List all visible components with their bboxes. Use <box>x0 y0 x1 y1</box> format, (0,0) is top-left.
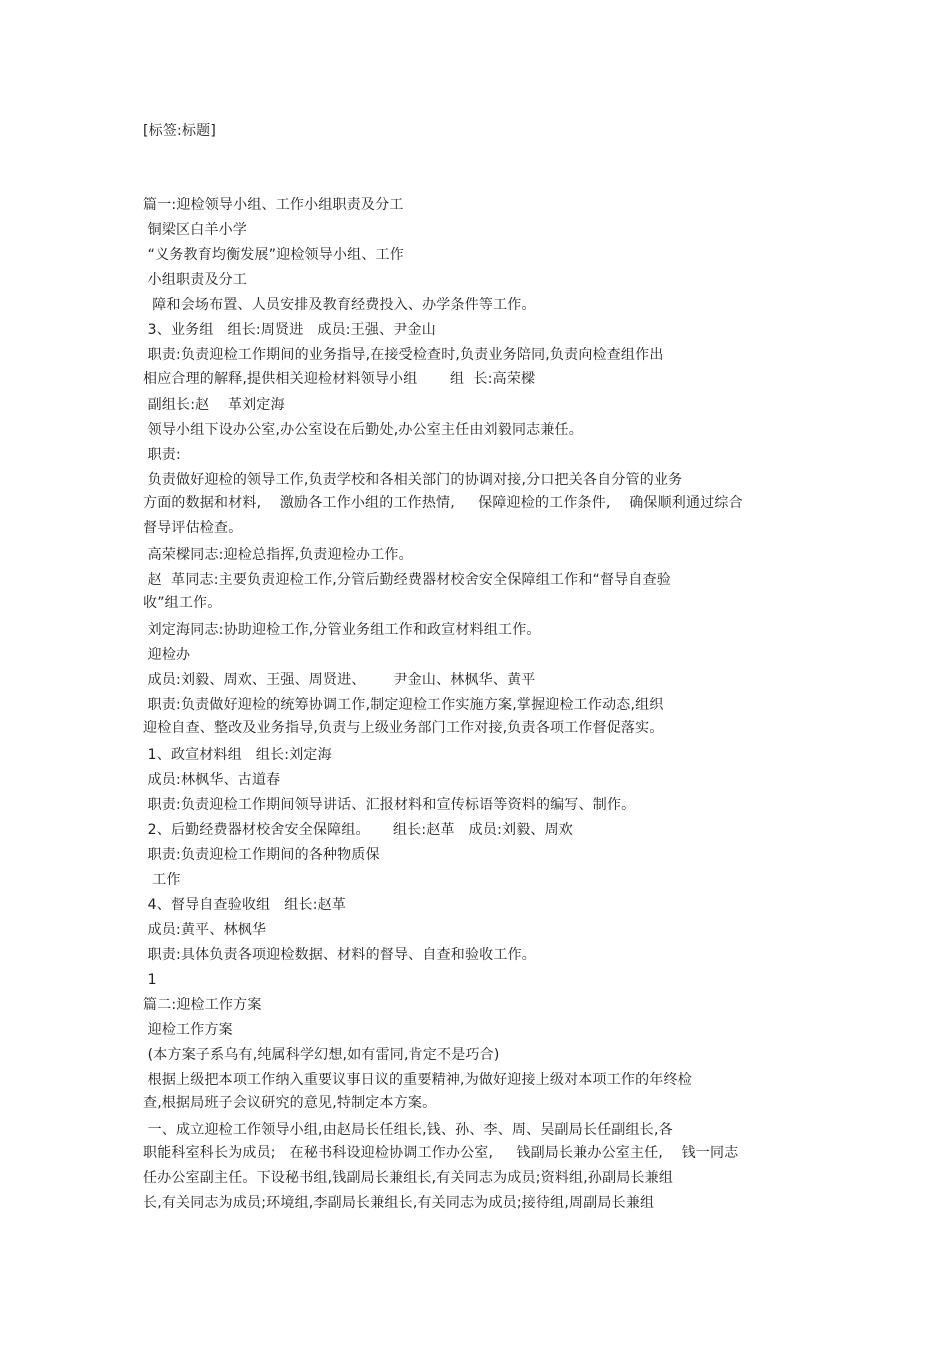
text-line: “义务教育均衡发展”迎检领导小组、工作 <box>143 247 404 263</box>
text-line: 铜梁区白羊小学 <box>143 222 248 238</box>
text-line: 工作 <box>143 872 181 888</box>
text-line: 长,有关同志为成员;环境组,李副局长兼组长,有关同志为成员;接待组,周副局长兼组 <box>143 1195 655 1211</box>
text-line: 3、业务组 组长:周贤进 成员:王强、尹金山 <box>143 322 436 338</box>
text-line: 刘定海同志:协助迎检工作,分管业务组工作和政宣材料组工作。 <box>143 622 541 638</box>
text-line: 职责:负责做好迎检的统筹协调工作,制定迎检工作实施方案,掌握迎检工作动态,组织 <box>143 697 664 713</box>
text-line: 障和会场布置、人员安排及教育经费投入、办学条件等工作。 <box>143 297 536 313</box>
text-line: 职责:负责迎检工作期间的业务指导,在接受检查时,负责业务陪同,负责向检查组作出 <box>143 347 664 363</box>
page-number: 1 <box>143 972 157 988</box>
text-line: (本方案子系乌有,纯属科学幻想,如有雷同,肯定不是巧合) <box>143 1047 500 1063</box>
text-line: 方面的数据和材料, 激励各工作小组的工作热情, 保障迎检的工作条件, 确保顺利通过综合 <box>143 495 743 511</box>
heading-part-one: 篇一:迎检领导小组、工作小组职责及分工 <box>143 197 404 213</box>
text-line: 收”组工作。 <box>143 595 222 611</box>
tag-line: [标签:标题] <box>143 123 217 139</box>
text-line: 职责: <box>143 447 181 463</box>
text-line: 负责做好迎检的领导工作,负责学校和各相关部门的协调对接,分口把关各自分管的业务 <box>143 472 683 488</box>
text-line: 领导小组下设办公室,办公室设在后勤处,办公室主任由刘毅同志兼任。 <box>143 422 583 438</box>
text-line: 任办公室副主任。下设秘书组,钱副局长兼组长,有关同志为成员;资料组,孙副局长兼组 <box>143 1170 674 1186</box>
text-line: 赵 革同志:主要负责迎检工作,分管后勤经费器材校舍安全保障组工作和“督导自查验 <box>143 572 671 588</box>
text-line: 根据上级把本项工作纳入重要议事日议的重要精神,为做好迎接上级对本项工作的年终检 <box>143 1072 692 1088</box>
heading-part-two: 篇二:迎检工作方案 <box>143 997 262 1013</box>
text-line: 成员:林枫华、古道春 <box>143 772 281 788</box>
text-line: 职责:负责迎检工作期间的各种物质保 <box>143 847 380 863</box>
text-line: 迎检自查、整改及业务指导,负责与上级业务部门工作对接,负责各项工作督促落实。 <box>143 720 664 736</box>
text-line: 迎检办 <box>143 647 191 663</box>
text-line: 4、督导自查验收组 组长:赵革 <box>143 897 347 913</box>
text-line: 成员:黄平、林枫华 <box>143 922 267 938</box>
text-line: 相应合理的解释,提供相关迎检材料领导小组 组 长:高荣樑 <box>143 371 536 387</box>
text-line: 成员:刘毅、周欢、王强、周贤进、 尹金山、林枫华、黄平 <box>143 672 536 688</box>
text-line: 查,根据局班子会议研究的意见,特制定本方案。 <box>143 1095 437 1111</box>
text-line: 职责:具体负责各项迎检数据、材料的督导、自查和验收工作。 <box>143 947 536 963</box>
text-line: 职责:负责迎检工作期间领导讲话、汇报材料和宣传标语等资料的编写、制作。 <box>143 797 636 813</box>
text-line: 一、成立迎检工作领导小组,由赵局长任组长,钱、孙、李、周、吴副局长任副组长,各 <box>143 1122 673 1138</box>
text-line: 2、后勤经费器材校舍安全保障组。 组长:赵革 成员:刘毅、周欢 <box>143 822 573 838</box>
text-line: 小组职责及分工 <box>143 272 248 288</box>
text-line: 迎检工作方案 <box>143 1022 233 1038</box>
text-line: 督导评估检查。 <box>143 520 243 536</box>
text-line: 职能科室科长为成员; 在秘书科设迎检协调工作办公室, 钱副局长兼办公室主任, 钱一同志 <box>143 1145 739 1161</box>
text-line: 高荣樑同志:迎检总指挥,负责迎检办工作。 <box>143 547 413 563</box>
text-line: 1、政宣材料组 组长:刘定海 <box>143 747 332 763</box>
text-line: 副组长:赵 革刘定海 <box>143 397 285 413</box>
